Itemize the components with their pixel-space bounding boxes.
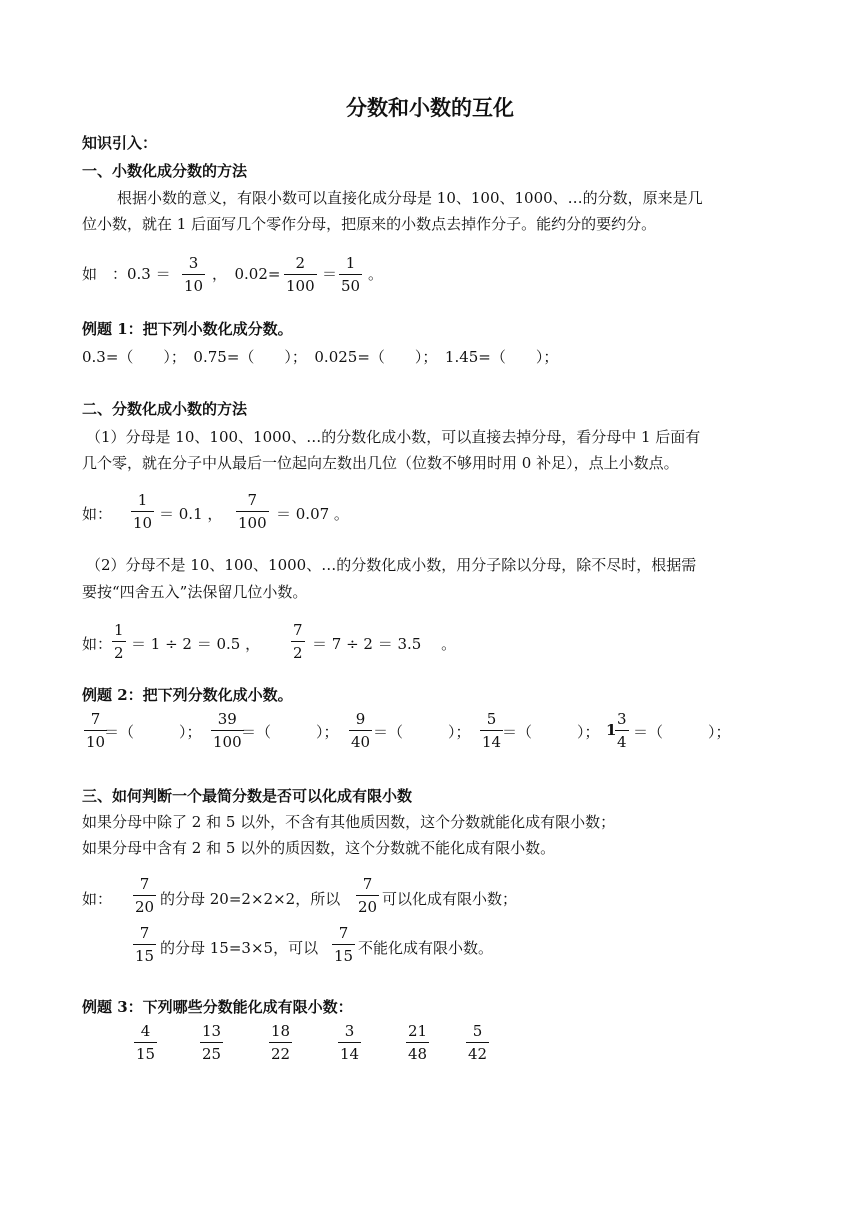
numerator: 7 xyxy=(362,875,373,893)
section-1-paragraph-line-1: 根据小数的意义，有限小数可以直接化成分母是 10、100、1000、…的分数，原来是几 xyxy=(117,189,703,207)
section-2-paragraph-line-2: 几个零，就在分子中从最后一位起向左数出几位（位数不够用时用 0 补足），点上小数点。 xyxy=(82,454,679,472)
example-3-heading: 例题 3：下列哪些分数能化成有限小数： xyxy=(82,998,353,1016)
fraction-1-10 xyxy=(131,491,154,532)
fraction-7-2 xyxy=(291,621,305,662)
exercise-fraction-3-4 xyxy=(615,710,629,751)
numerator: 39 xyxy=(217,710,237,728)
section-1-heading: 一、小数化成分数的方法 xyxy=(82,162,248,180)
fraction-bar xyxy=(338,1042,361,1043)
fraction-2-100 xyxy=(284,254,317,295)
exercise-fraction-9-40 xyxy=(349,710,372,751)
fraction-bar xyxy=(480,730,503,731)
denominator: 2 xyxy=(114,644,124,662)
exercise-answer-blank: ＝（ ）； xyxy=(373,723,471,741)
fraction-bar xyxy=(356,895,379,896)
denominator: 2 xyxy=(293,644,303,662)
denominator: 20 xyxy=(135,898,155,916)
exercise-answer-blank: ＝（ ）； xyxy=(502,723,600,741)
numerator: 5 xyxy=(486,710,497,728)
page-title: 分数和小数的互化 xyxy=(346,95,514,120)
numerator: 1 xyxy=(137,491,148,509)
example-2-heading: 例题 2：把下列分数化成小数。 xyxy=(82,686,293,704)
fraction-7-100 xyxy=(236,491,269,532)
fraction-bar xyxy=(182,274,205,275)
fraction-1-50 xyxy=(339,254,362,295)
denominator: 42 xyxy=(468,1045,488,1063)
section-3-example-1-text-1: 的分母 20=2×2×2，所以 xyxy=(160,890,341,908)
section-2-example-1-result-2: ＝ 0.07 。 xyxy=(276,505,349,523)
denominator: 25 xyxy=(202,1045,222,1063)
section-2-example-1-result-1: ＝ 0.1 ， xyxy=(159,505,223,523)
numerator: 7 xyxy=(90,710,101,728)
fraction-bar xyxy=(211,730,244,731)
numerator: 5 xyxy=(472,1022,483,1040)
exercise-fraction-18-22 xyxy=(269,1022,292,1063)
exercise-fraction-5-42 xyxy=(466,1022,489,1063)
fraction-bar xyxy=(284,274,317,275)
fraction-bar xyxy=(349,730,372,731)
section-3-example-2-text-1: 的分母 15=3×5，可以 xyxy=(160,939,319,957)
fraction-bar xyxy=(406,1042,429,1043)
fraction-3-10 xyxy=(182,254,205,295)
section-2-example-2-result-2: ＝ 7 ÷ 2 ＝ 3.5 。 xyxy=(312,635,457,653)
fraction-bar xyxy=(236,511,269,512)
fraction-bar xyxy=(133,944,156,945)
numerator: 1 xyxy=(114,621,124,639)
fraction-bar xyxy=(133,895,156,896)
fraction-bar xyxy=(112,641,126,642)
denominator: 14 xyxy=(340,1045,360,1063)
section-2-example-2-label: 如： xyxy=(82,635,113,653)
denominator: 15 xyxy=(334,947,354,965)
exercise-fraction-4-15 xyxy=(134,1022,157,1063)
denominator: 100 xyxy=(213,733,242,751)
fraction-bar xyxy=(269,1042,292,1043)
fraction-bar xyxy=(615,730,629,731)
denominator: 10 xyxy=(133,514,153,532)
fraction-bar xyxy=(332,944,355,945)
section-2-paragraph-line-1: （1）分母是 10、100、1000、…的分数化成小数，可以直接去掉分母，看分母中 1 后面有 xyxy=(86,428,701,446)
section-3-rule-1: 如果分母中除了 2 和 5 以外，不含有其他质因数，这个分数就能化成有限小数； xyxy=(82,813,616,831)
exercise-fraction-39-100 xyxy=(211,710,244,751)
section-1-example-end: 。 xyxy=(368,265,384,283)
denominator: 100 xyxy=(238,514,267,532)
exercise-answer-blank: ＝（ ）； xyxy=(104,723,202,741)
section-1-paragraph-line-2: 位小数，就在 1 后面写几个零作分母，把原来的小数点去掉作分子。能约分的要约分。 xyxy=(82,215,657,233)
mixed-number-whole: 1 xyxy=(606,721,617,739)
numerator: 7 xyxy=(139,924,150,942)
denominator: 15 xyxy=(136,1045,156,1063)
fraction-bar xyxy=(131,511,154,512)
section-3-example-label: 如： xyxy=(82,890,113,908)
numerator: 13 xyxy=(202,1022,222,1040)
section-2-paragraph-line-4: 要按“四舍五入”法保留几位小数。 xyxy=(82,583,308,601)
denominator: 40 xyxy=(351,733,371,751)
example-1-exercise-line: 0.3=（ ）； 0.75=（ ）； 0.025=（ ）； 1.45=（ ）； xyxy=(82,348,559,366)
fraction-bar xyxy=(291,641,305,642)
section-2-paragraph-line-3: （2）分母不是 10、100、1000、…的分数化成小数，用分子除以分母，除不尽时，根据需 xyxy=(86,556,697,574)
exercise-answer-blank: ＝（ ）； xyxy=(241,723,339,741)
fraction-bar xyxy=(466,1042,489,1043)
example-1-heading: 例题 1：把下列小数化成分数。 xyxy=(82,320,293,338)
numerator: 21 xyxy=(408,1022,428,1040)
exercise-fraction-13-25 xyxy=(200,1022,223,1063)
section-2-heading: 二、分数化成小数的方法 xyxy=(82,400,248,418)
denominator: 14 xyxy=(482,733,502,751)
exercise-fraction-21-48 xyxy=(406,1022,429,1063)
fraction-7-15 xyxy=(332,924,355,965)
numerator: 7 xyxy=(338,924,349,942)
numerator: 18 xyxy=(271,1022,291,1040)
numerator: 1 xyxy=(345,254,356,272)
section-3-rule-2: 如果分母中含有 2 和 5 以外的质因数，这个分数就不能化成有限小数。 xyxy=(82,839,556,857)
section-3-heading: 三、如何判断一个最简分数是否可以化成有限小数 xyxy=(82,787,413,805)
denominator: 100 xyxy=(286,277,315,295)
equals-sign: ＝ xyxy=(322,265,338,283)
denominator: 10 xyxy=(184,277,204,295)
section-1-example-label: 如 ：0.3 ＝ xyxy=(82,265,171,283)
numerator: 7 xyxy=(293,621,303,639)
exercise-fraction-5-14 xyxy=(480,710,503,751)
section-3-example-1-text-2: 可以化成有限小数； xyxy=(382,890,518,908)
numerator: 2 xyxy=(295,254,306,272)
denominator: 10 xyxy=(86,733,106,751)
fraction-bar xyxy=(200,1042,223,1043)
section-1-example-separator: ， 0.02= xyxy=(212,265,281,283)
section-2-example-1-label: 如： xyxy=(82,505,113,523)
denominator: 15 xyxy=(135,947,155,965)
fraction-7-20 xyxy=(356,875,379,916)
denominator: 50 xyxy=(341,277,361,295)
fraction-bar xyxy=(339,274,362,275)
numerator: 4 xyxy=(140,1022,151,1040)
exercise-fraction-3-14 xyxy=(338,1022,361,1063)
fraction-1-2 xyxy=(112,621,126,662)
exercise-answer-blank: ＝（ ）； xyxy=(633,723,731,741)
fraction-7-15 xyxy=(133,924,156,965)
numerator: 3 xyxy=(188,254,199,272)
numerator: 3 xyxy=(617,710,627,728)
numerator: 7 xyxy=(139,875,150,893)
numerator: 7 xyxy=(247,491,258,509)
intro-label: 知识引入： xyxy=(82,134,158,152)
fraction-bar xyxy=(134,1042,157,1043)
numerator: 9 xyxy=(355,710,366,728)
fraction-7-20 xyxy=(133,875,156,916)
denominator: 20 xyxy=(358,898,378,916)
denominator: 48 xyxy=(408,1045,428,1063)
section-3-example-2-text-2: 不能化成有限小数。 xyxy=(358,939,494,957)
section-2-example-2-result-1: ＝ 1 ÷ 2 ＝ 0.5 ， xyxy=(131,635,261,653)
denominator: 22 xyxy=(271,1045,291,1063)
numerator: 3 xyxy=(344,1022,355,1040)
denominator: 4 xyxy=(617,733,627,751)
